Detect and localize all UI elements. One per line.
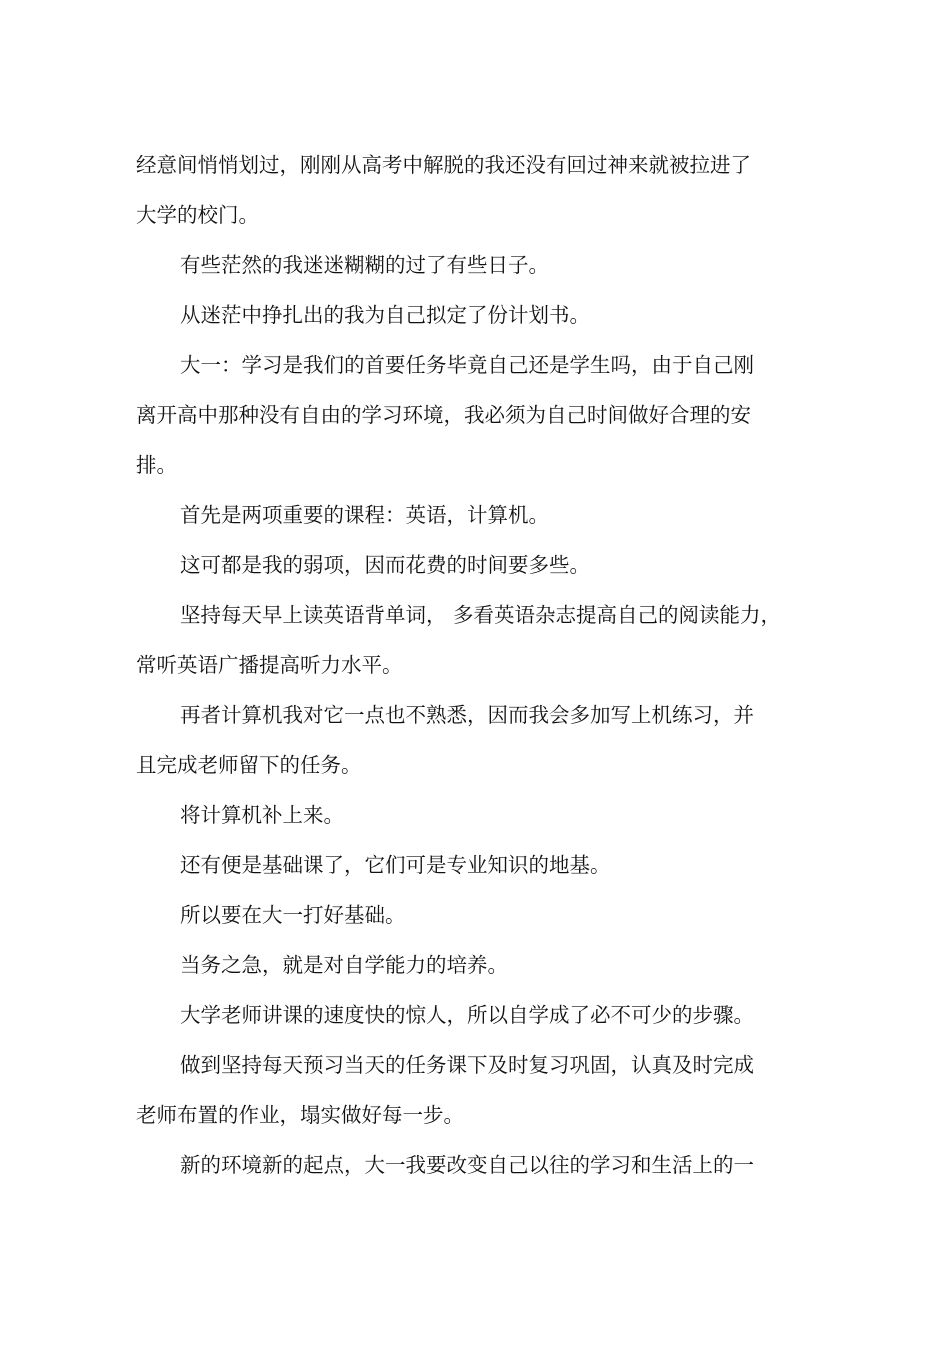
text-line-15: 还有便是基础课了，它们可是专业知识的地基。 (180, 853, 611, 877)
text-line-10: 坚持每天早上读英语背单词， 多看英语杂志提高自己的阅读能力， (180, 603, 782, 627)
text-line-20: 老师布置的作业，塌实做好每一步。 (136, 1103, 464, 1127)
text-line-16: 所以要在大一打好基础。 (180, 903, 406, 927)
text-line-8: 首先是两项重要的课程：英语，计算机。 (180, 503, 549, 527)
text-line-5: 大一：学习是我们的首要任务毕竟自己还是学生吗，由于自己刚 (180, 353, 754, 377)
text-line-19: 做到坚持每天预习当天的任务课下及时复习巩固，认真及时完成 (180, 1053, 754, 1077)
text-line-12: 再者计算机我对它一点也不熟悉，因而我会多加写上机练习，并 (180, 703, 754, 727)
text-line-21: 新的环境新的起点，大一我要改变自己以往的学习和生活上的一 (180, 1153, 754, 1177)
text-line-2: 大学的校门。 (136, 203, 259, 227)
document-body (136, 140, 816, 1190)
text-line-13: 且完成老师留下的任务。 (136, 753, 362, 777)
text-line-6: 离开高中那种没有自由的学习环境，我必须为自己时间做好合理的安 (136, 403, 751, 427)
text-line-17: 当务之急，就是对自学能力的培养。 (180, 953, 508, 977)
text-line-1: 经意间悄悄划过，刚刚从高考中解脱的我还没有回过神来就被拉进了 (136, 153, 751, 177)
text-line-9: 这可都是我的弱项，因而花费的时间要多些。 (180, 553, 590, 577)
text-line-11: 常听英语广播提高听力水平。 (136, 653, 403, 677)
text-line-18: 大学老师讲课的速度快的惊人，所以自学成了必不可少的步骤。 (180, 1003, 754, 1027)
text-line-14: 将计算机补上来。 (180, 803, 344, 827)
text-line-7: 排。 (136, 453, 177, 477)
text-line-3: 有些茫然的我迷迷糊糊的过了有些日子。 (180, 253, 549, 277)
text-line-4: 从迷茫中挣扎出的我为自己拟定了份计划书。 (180, 303, 590, 327)
